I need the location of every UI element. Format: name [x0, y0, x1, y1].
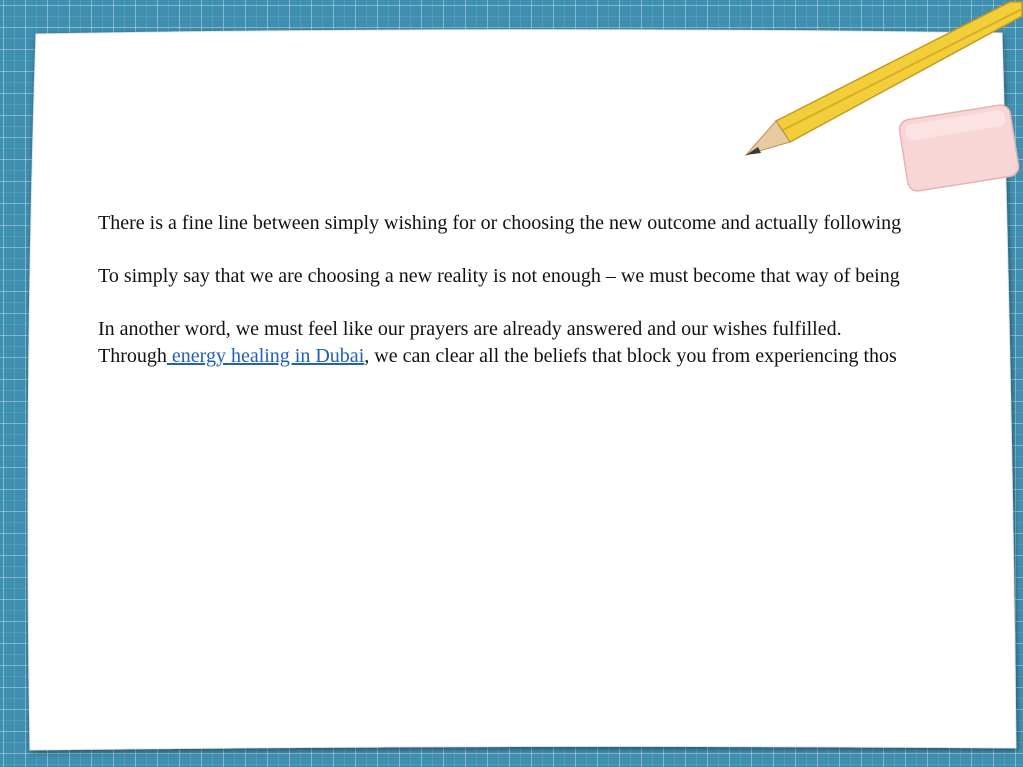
- paragraph-line-1: There is a fine line between simply wishing for or choosing the new outcome and actually following: [98, 212, 902, 234]
- energy-healing-link[interactable]: energy healing in Dubai: [166, 344, 365, 367]
- paragraph-line-2: To simply say that we are choosing a new reality is not enough – we must become that way of being: [98, 265, 900, 287]
- slide-body-text: [98, 210, 1023, 369]
- line-4-prefix: Through: [98, 344, 167, 367]
- line-4-suffix: , we can clear all the beliefs that block you from experiencing thos: [364, 344, 897, 367]
- paragraph-line-3: In another word, we must feel like our prayers are already answered and our wishes fulfilled.: [98, 318, 842, 340]
- paragraph-line-4: [98, 343, 1023, 370]
